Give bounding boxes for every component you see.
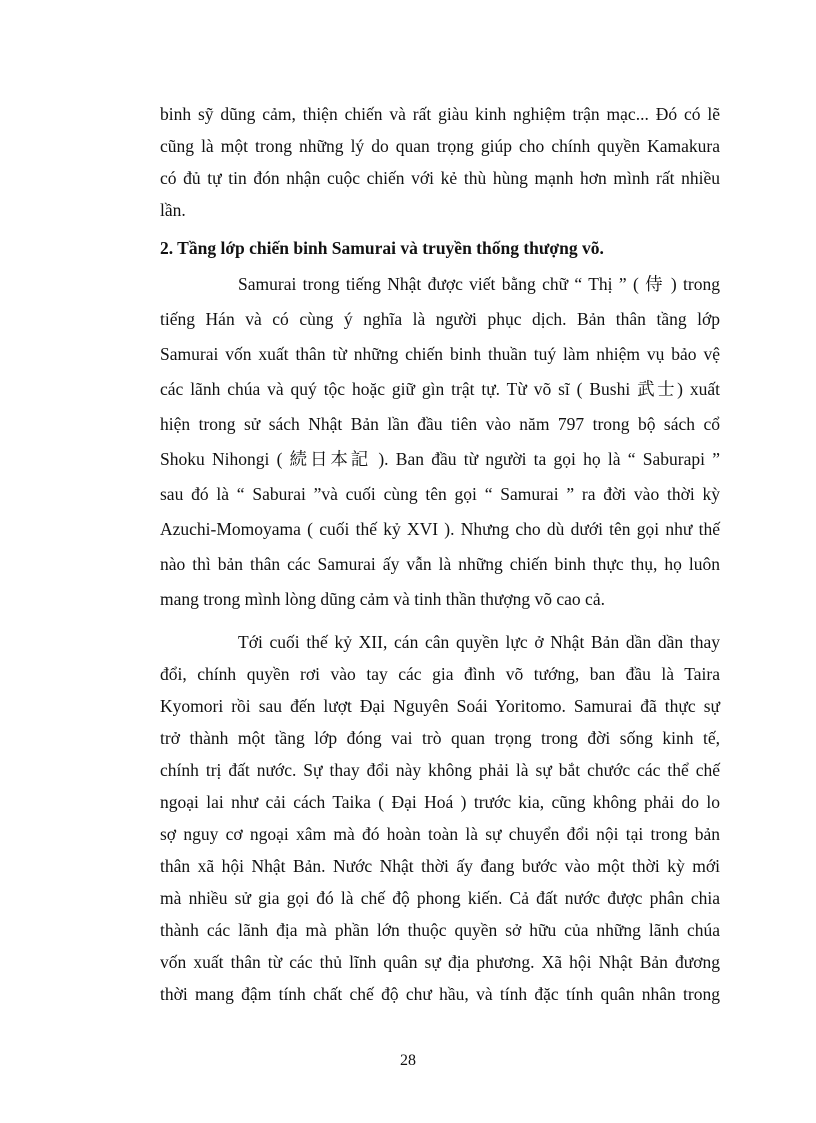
paragraph-line: mà nhiều sử gia gọi đó là chế độ phong kiến. Cả đất nước được phân chia: [160, 888, 720, 908]
paragraph-line: thời mang đậm tính chất chế độ chư hầu, và tính đặc tính quân nhân trong: [160, 984, 720, 1004]
paragraph-3: [160, 626, 720, 1010]
paragraph-line: ngoại lai như cải cách Taika ( Đại Hoá ) trước kia, cũng không phải do lo: [160, 792, 720, 812]
paragraph-line: Tới cuối thế kỷ XII, cán cân quyền lực ở Nhật Bản dần dần thay: [238, 632, 720, 652]
paragraph-line: sau đó là “ Saburai ”và cuối cùng tên gọi “ Samurai ” ra đời vào thời kỳ: [160, 484, 720, 504]
paragraph-line: nào thì bản thân các Samurai ấy vẫn là những chiến binh thực thụ, họ luôn: [160, 554, 720, 574]
section-heading-block: [160, 232, 720, 264]
paragraph-line: Samurai trong tiếng Nhật được viết bằng chữ “ Thị ” ( 侍 ) trong: [238, 274, 720, 294]
paragraph-1: [160, 98, 720, 226]
paragraph-line: binh sỹ dũng cảm, thiện chiến và rất giàu kinh nghiệm trận mạc... Đó có lẽ: [160, 104, 720, 124]
paragraph-line: chính trị đất nước. Sự thay đổi này không phải là sự bắt chước các thể chế: [160, 760, 720, 780]
paragraph-line: lần.: [160, 200, 186, 220]
section-heading: 2. Tầng lớp chiến binh Samurai và truyền thống thượng võ.: [160, 238, 604, 258]
paragraph-line: Kyomori rồi sau đến lượt Đại Nguyên Soái Yoritomo. Samurai đã thực sự: [160, 696, 720, 716]
paragraph-line: cũng là một trong những lý do quan trọng giúp cho chính quyền Kamakura: [160, 136, 720, 156]
paragraph-line: Azuchi-Momoyama ( cuối thế kỷ XVI ). Nhưng cho dù dưới tên gọi như thế: [160, 519, 720, 539]
paragraph-line: Samurai vốn xuất thân từ những chiến binh thuần tuý làm nhiệm vụ bảo vệ: [160, 344, 720, 364]
paragraph-line: sợ nguy cơ ngoại xâm mà đó hoàn toàn là sự chuyển đổi nội tại trong bản: [160, 824, 720, 844]
paragraph-line: thành các lãnh địa mà phần lớn thuộc quyền sở hữu của những lãnh chúa: [160, 920, 720, 940]
paragraph-line: Shoku Nihongi ( 続日本記 ). Ban đầu từ người ta gọi họ là “ Saburapi ”: [160, 449, 720, 469]
paragraph-line: vốn xuất thân từ các thủ lĩnh quân sự địa phương. Xã hội Nhật Bản đương: [160, 952, 720, 972]
paragraph-line: có đủ tự tin đón nhận cuộc chiến với kẻ thù hùng mạnh hơn mình rất nhiều: [160, 168, 720, 188]
paragraph-line: tiếng Hán và có cùng ý nghĩa là người phục dịch. Bản thân tầng lớp: [160, 309, 720, 329]
paragraph-line: trở thành một tầng lớp đóng vai trò quan trọng trong đời sống kinh tế,: [160, 728, 720, 748]
paragraph-line: đổi, chính quyền rơi vào tay các gia đình võ tướng, ban đầu là Taira: [160, 664, 720, 684]
paragraph-line: thân xã hội Nhật Bản. Nước Nhật thời ấy đang bước vào một thời kỳ mới: [160, 856, 720, 876]
paragraph-line: các lãnh chúa và quý tộc hoặc giữ gìn trật tự. Từ võ sĩ ( Bushi 武士) xuất: [160, 379, 720, 399]
paragraph-line: hiện trong sử sách Nhật Bản lần đầu tiên vào năm 797 trong bộ sách cổ: [160, 414, 720, 434]
paragraph-2: [160, 267, 720, 617]
page-number: 28: [400, 1052, 416, 1069]
paragraph-line: mang trong mình lòng dũng cảm và tinh thần thượng võ cao cả.: [160, 589, 605, 609]
